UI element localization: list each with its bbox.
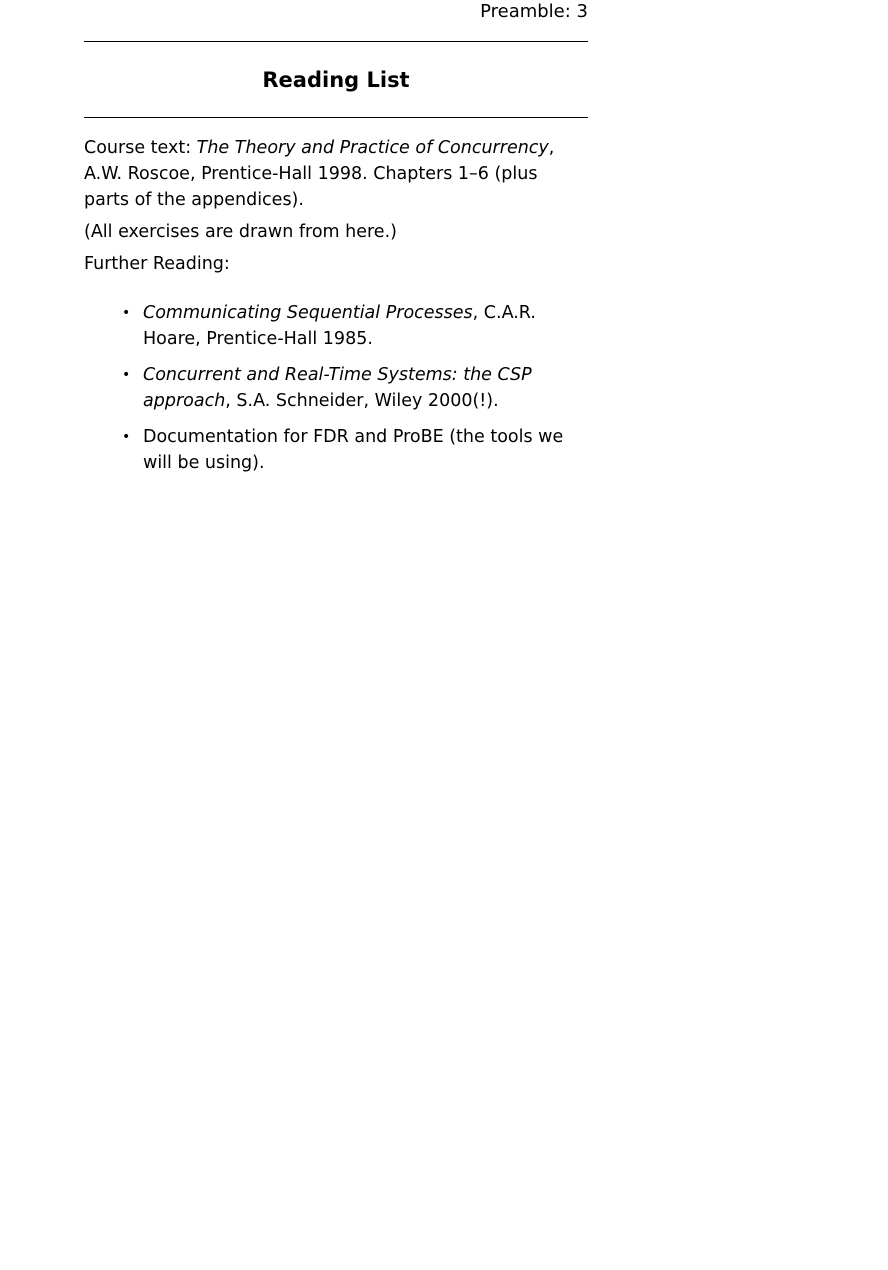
book-title: Communicating Sequential Processes: [143, 303, 473, 323]
list-item: [84, 362, 588, 414]
course-book-title: The Theory and Practice of Concurrency: [196, 138, 549, 158]
course-text-label: Course text:: [84, 138, 197, 158]
list-item: [84, 424, 588, 476]
course-book-details: , A.W. Roscoe, Prentice-Hall 1998. Chapters 1–6 (plus parts of the appendices).: [84, 138, 555, 210]
exercises-note: (All exercises are drawn from here.): [84, 222, 397, 242]
further-reading-label: Further Reading:: [84, 254, 230, 274]
list-item: [84, 300, 588, 352]
title-rule-top: [84, 41, 588, 42]
title-rule-bottom: [84, 117, 588, 118]
further-reading-list: [84, 300, 588, 486]
book-details: , S.A. Schneider, Wiley 2000(!).: [225, 391, 499, 411]
page-title: Reading List: [262, 68, 410, 92]
book-details: , C.A.R. Hoare, Prentice-Hall 1985.: [143, 303, 536, 349]
bullet-icon: •: [122, 429, 131, 445]
book-title: Concurrent and Real-Time Systems: the CSP approach: [143, 365, 532, 411]
body-text: [84, 135, 588, 277]
running-head: Preamble: 3: [480, 1, 588, 22]
bullet-icon: •: [122, 305, 131, 321]
item-text: Documentation for FDR and ProBE (the tools we will be using).: [143, 427, 564, 473]
course-text-paragraph: [84, 135, 588, 213]
bullet-icon: •: [122, 367, 131, 383]
